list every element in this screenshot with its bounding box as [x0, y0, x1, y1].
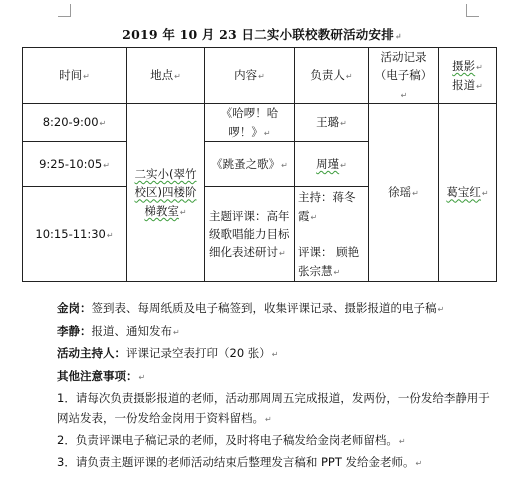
record-text: 徐瑶	[388, 185, 412, 200]
header-owner-text: 负责人	[310, 68, 345, 83]
paragraph-mark: ↵	[481, 189, 489, 199]
page-corner-mark-left	[58, 4, 71, 17]
record-cell	[369, 104, 439, 282]
paragraph-mark: ↵	[281, 160, 288, 170]
paragraph-mark: ↵	[99, 119, 107, 129]
paragraph-mark: ↵	[476, 63, 483, 73]
paragraph-mark: ↵	[174, 72, 181, 82]
place-text: 二实小(翠竹校区)四楼阶梯教室	[134, 167, 197, 218]
paragraph-mark: ↵	[83, 72, 90, 82]
paragraph-mark: ↵	[415, 459, 423, 468]
row1-owner	[295, 104, 369, 142]
note-item	[57, 388, 497, 430]
row3-content-text: 主题评课：高年级歌唱能力目标细化表述研讨	[209, 208, 290, 260]
photo-cell	[439, 104, 497, 282]
paragraph-mark: ↵	[333, 267, 341, 277]
paragraph-mark: ↵	[340, 119, 347, 129]
paragraph-mark: ↵	[400, 90, 408, 100]
row2-owner-text: 周瑾	[316, 156, 340, 171]
paragraph-mark: ↵	[265, 415, 272, 424]
paragraph-mark: ↵	[263, 128, 271, 138]
paragraph-mark: ↵	[398, 437, 406, 446]
header-place-text: 地点	[150, 68, 174, 83]
row3-time-text: 10:15-11:30	[35, 226, 106, 241]
row2-content-text: 《跳蚤之歌》	[211, 156, 281, 171]
paragraph-mark: ↵	[394, 31, 402, 41]
row1-time-text: 8:20-9:00	[42, 115, 99, 130]
row2-time	[23, 142, 127, 187]
table-header-row	[23, 48, 497, 104]
row1-content-text: 《哈啰！哈啰！》	[220, 106, 279, 139]
header-photo-line1: 摄影	[452, 59, 476, 74]
row3-owner-reviewers: 评课： 顾艳张宗慧	[298, 245, 360, 278]
header-record	[369, 48, 439, 104]
notes-section	[57, 298, 497, 474]
note-jin	[57, 298, 497, 321]
header-place	[127, 48, 205, 104]
note-item-text: 2．负责评课电子稿记录的老师，及时将电子稿发给金岗老师留档。	[57, 433, 398, 447]
note-item-text: 1．请每次负责摄影报道的老师，活动那周周五完成报道，发两份，一份发给李静用于网站发表，一份发给金岗用于资料留档。	[57, 391, 490, 425]
note-host-text: 评课记录空表打印（20 张）	[126, 346, 271, 360]
note-li	[57, 321, 497, 344]
header-photo-line2: 报道	[452, 77, 476, 92]
paragraph-mark: ↵	[103, 160, 110, 170]
row2-time-text: 9:25-10:05	[39, 156, 103, 171]
schedule-table	[22, 47, 497, 282]
note-host	[57, 343, 497, 366]
header-time-text: 时间	[59, 68, 83, 83]
paragraph-mark: ↵	[138, 372, 146, 382]
paragraph-mark: ↵	[340, 160, 347, 170]
note-other	[57, 366, 497, 389]
paragraph-mark: ↵	[412, 189, 419, 199]
header-record-line2: （电子稿）	[374, 68, 433, 83]
header-photo	[439, 48, 497, 104]
paragraph-mark: ↵	[258, 72, 265, 82]
paragraph-mark: ↵	[173, 327, 180, 337]
paragraph-mark: ↵	[345, 72, 353, 82]
header-time	[23, 48, 127, 104]
row1-time	[23, 104, 127, 142]
note-jin-label: 金岗：	[57, 301, 92, 315]
paragraph-mark: ↵	[437, 305, 445, 314]
paragraph-mark: ↵	[279, 249, 286, 259]
header-content	[205, 48, 295, 104]
paragraph-mark: ↵	[271, 350, 279, 359]
table-row	[23, 104, 497, 142]
title-text: 2019 年 10 月 23 日二实小联校教研活动安排	[122, 27, 394, 42]
header-content-text: 内容	[234, 68, 258, 83]
row3-content	[205, 187, 295, 282]
note-item	[57, 430, 497, 452]
note-other-label: 其他注意事项：	[57, 368, 138, 383]
note-host-label: 活动主持人：	[57, 346, 126, 360]
photo-text: 葛宝红	[446, 185, 481, 200]
row1-content	[205, 104, 295, 142]
paragraph-mark: ↵	[106, 230, 114, 240]
header-owner	[295, 48, 369, 104]
row2-owner	[295, 142, 369, 187]
note-li-label: 李静：	[57, 323, 92, 338]
row3-time	[23, 187, 127, 282]
place-cell	[127, 104, 205, 282]
page-corner-mark-right	[466, 4, 479, 17]
paragraph-mark: ↵	[179, 207, 187, 217]
paragraph-mark: ↵	[310, 212, 318, 222]
note-jin-text: 签到表、每周纸质及电子稿签到，收集评课记录、摄影报道的电子稿	[91, 301, 437, 315]
paragraph-mark: ↵	[476, 81, 483, 91]
row1-owner-text: 王璐	[316, 115, 340, 130]
row3-owner-host: 主持：蒋冬霞	[298, 190, 356, 223]
note-item-text: 3．请负责主题评课的老师活动结束后整理发言稿和 PPT 发给金老师。	[57, 455, 415, 469]
note-li-text: 报道、通知发布	[91, 323, 172, 338]
row3-owner	[295, 187, 369, 282]
document-title	[0, 25, 524, 43]
header-record-line1: 活动记录	[380, 50, 427, 64]
row2-content	[205, 142, 295, 187]
note-item	[57, 452, 497, 474]
